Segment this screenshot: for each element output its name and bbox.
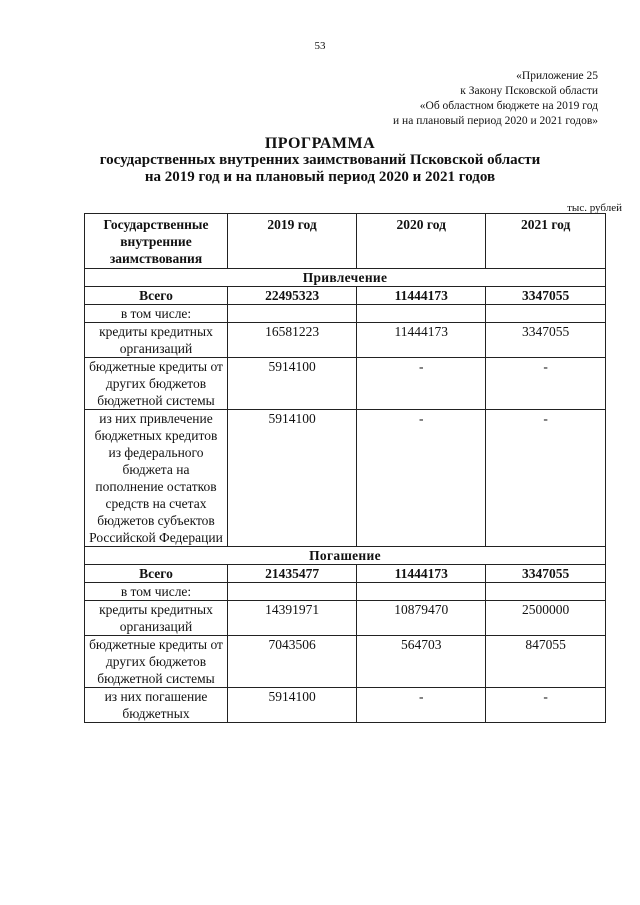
appendix-line: «Приложение 25 (516, 70, 598, 82)
cell-value: 21435477 (228, 565, 357, 583)
cell-value: 22495323 (228, 287, 357, 305)
total-row (85, 565, 606, 583)
row-label: из них погашение бюджетных (85, 688, 228, 723)
cell-value: 16581223 (228, 323, 357, 358)
cell-value: - (486, 358, 606, 410)
table-row (85, 358, 606, 410)
cell-value: 3347055 (486, 287, 606, 305)
cell-value (357, 583, 486, 601)
row-label: из них привлечение бюджетных кредитов из федерального бюджета на пополнение остатков средств на счетах бюджетов субъектов Российской Федерации (85, 410, 228, 547)
cell-value (228, 583, 357, 601)
title-line: на 2019 год и на плановый период 2020 и 2021 годов (144, 169, 496, 185)
cell-value: 11444173 (357, 323, 486, 358)
column-header: 2021 год (486, 214, 606, 269)
row-label: в том числе: (85, 305, 228, 323)
borrowing-program-table (84, 213, 606, 723)
column-header: 2020 год (357, 214, 486, 269)
table-row (85, 601, 606, 636)
table-row (85, 410, 606, 547)
cell-value: - (357, 358, 486, 410)
including-row (85, 583, 606, 601)
column-header: 2019 год (228, 214, 357, 269)
section-title: Погашение (85, 547, 606, 565)
cell-value: - (486, 688, 606, 723)
title-line: ПРОГРАММА (264, 135, 376, 152)
header-row (85, 214, 606, 269)
cell-value: 5914100 (228, 358, 357, 410)
appendix-line: «Об областном бюджете на 2019 год (419, 100, 598, 112)
table-row (85, 688, 606, 723)
document-title (0, 135, 640, 186)
section-row (85, 269, 606, 287)
section-row (85, 547, 606, 565)
cell-value (357, 305, 486, 323)
column-header: Государственные внутренние заимствования (85, 214, 228, 269)
table-row (85, 636, 606, 688)
table-row (85, 323, 606, 358)
cell-value: 564703 (357, 636, 486, 688)
cell-value: 7043506 (228, 636, 357, 688)
cell-value: 3347055 (486, 323, 606, 358)
including-row (85, 305, 606, 323)
cell-value: - (357, 688, 486, 723)
units-label: тыс. рублей (567, 202, 622, 214)
cell-value: 5914100 (228, 688, 357, 723)
appendix-line: и на плановый период 2020 и 2021 годов» (393, 115, 598, 127)
row-label: кредиты кредитных организаций (85, 601, 228, 636)
cell-value (486, 583, 606, 601)
row-label: бюджетные кредиты от других бюджетов бюджетной системы (85, 636, 228, 688)
title-line: государственных внутренних заимствований Псковской области (99, 152, 541, 168)
row-label: в том числе: (85, 583, 228, 601)
cell-value: 11444173 (357, 565, 486, 583)
cell-value: 847055 (486, 636, 606, 688)
cell-value: 3347055 (486, 565, 606, 583)
cell-value (228, 305, 357, 323)
page-number: 53 (314, 40, 326, 52)
cell-value: 11444173 (357, 287, 486, 305)
row-label: Всего (85, 287, 228, 305)
cell-value: - (357, 410, 486, 547)
cell-value (486, 305, 606, 323)
row-label: кредиты кредитных организаций (85, 323, 228, 358)
cell-value: 2500000 (486, 601, 606, 636)
cell-value: 10879470 (357, 601, 486, 636)
row-label: Всего (85, 565, 228, 583)
appendix-note (393, 69, 598, 129)
cell-value: 14391971 (228, 601, 357, 636)
appendix-line: к Закону Псковской области (460, 85, 598, 97)
cell-value: 5914100 (228, 410, 357, 547)
row-label: бюджетные кредиты от других бюджетов бюджетной системы (85, 358, 228, 410)
section-title: Привлечение (85, 269, 606, 287)
total-row (85, 287, 606, 305)
cell-value: - (486, 410, 606, 547)
